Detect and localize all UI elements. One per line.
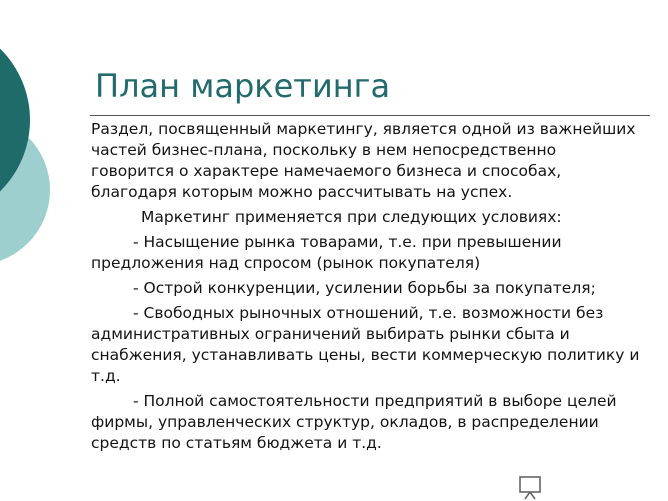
intro-paragraph: Раздел, посвященный маркетингу, является одной из важнейших частей бизнес-плана, поскольку в нем непосредственно говорится о характере намечаемого бизнеса и способах, благодаря которым можно рассчитывать на успех. <box>91 120 636 201</box>
condition-item: - Острой конкуренции, усилении борьбы за покупателя; <box>133 279 596 297</box>
conditions-heading: Маркетинг применяется при следующих условиях: <box>141 208 562 226</box>
slide-title: План маркетинга <box>95 67 391 105</box>
condition-item: - Свободных рыночных отношений, т.е. возможности без административных ограничений выбирать рынки сбыта и снабжения, устанавливать цены, вести коммерческую политику и т.д. <box>91 304 640 385</box>
title-divider <box>90 115 650 116</box>
slide-body <box>91 119 643 458</box>
condition-item: - Насыщение рынка товарами, т.е. при превышении предложения над спросом (рынок покупателя) <box>91 233 562 272</box>
presenter-icon <box>518 476 542 500</box>
condition-item: - Полной самостоятельности предприятий в выборе целей фирмы, управленческих структур, окладов, в распределении средств по статьям бюджета и т.д. <box>91 392 617 452</box>
